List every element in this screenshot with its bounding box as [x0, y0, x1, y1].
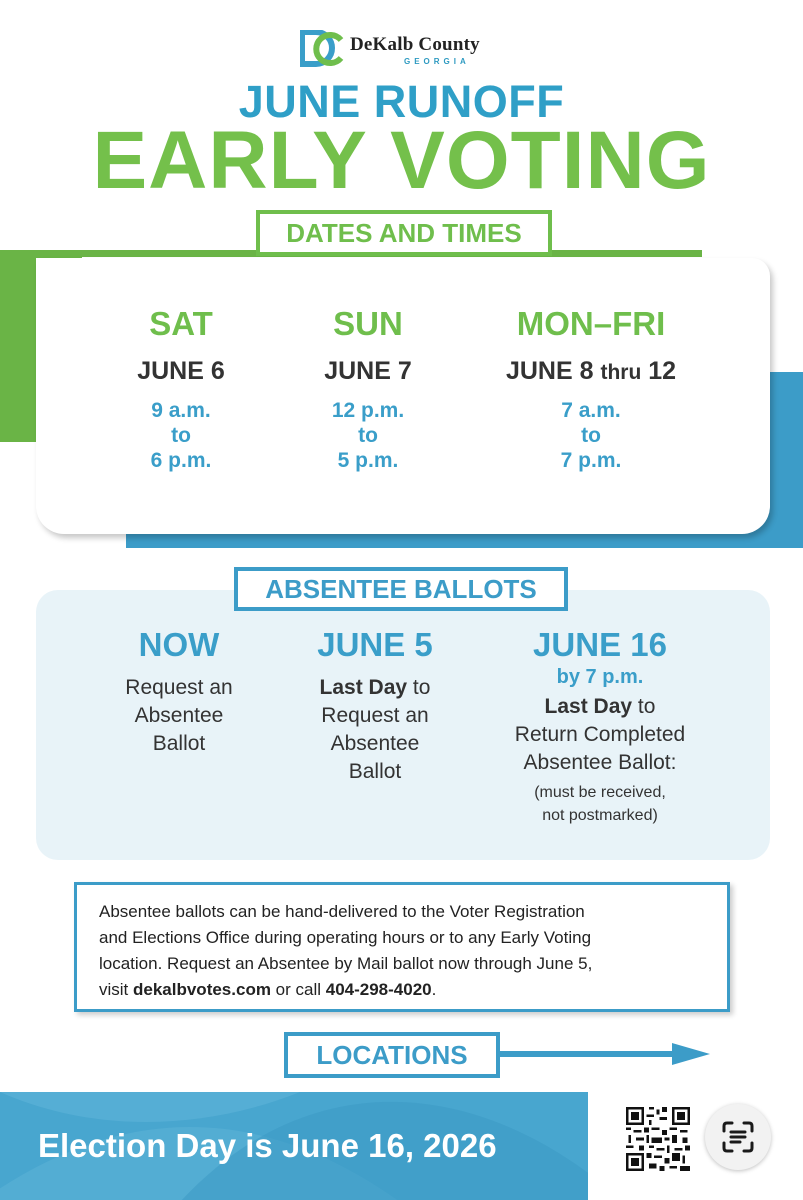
time-end: 6 p.m.: [150, 449, 212, 472]
text-line: Return Completed: [514, 723, 686, 746]
sun-column: [283, 305, 453, 473]
absentee-now-column: [98, 626, 260, 758]
to-label: to: [407, 676, 431, 699]
time-end: 7 p.m.: [560, 449, 622, 472]
absentee-ballots-heading: ABSENTEE BALLOTS: [234, 567, 568, 611]
text-scan-button[interactable]: [705, 1104, 771, 1170]
time-start: 12 p.m.: [331, 399, 405, 422]
info-line: location. Request an Absentee by Mail ballot now through June 5,: [99, 954, 593, 973]
absentee-now-text: [98, 674, 260, 758]
date-label: JUNE 7: [324, 357, 412, 385]
absentee-june16-deadline: by 7 p.m.: [556, 666, 644, 688]
time-range: [466, 398, 716, 473]
absentee-june5-head: JUNE 5: [317, 626, 433, 663]
time-to: to: [358, 424, 378, 447]
date-label: [466, 357, 716, 386]
info-text: visit: [99, 980, 133, 999]
date-thru: thru: [600, 361, 642, 384]
info-text: or call: [270, 980, 326, 999]
last-day-label: Last Day: [319, 676, 408, 699]
absentee-june5-column: [290, 626, 460, 786]
absentee-info-box: [74, 882, 730, 1012]
absentee-note: [480, 781, 720, 827]
dekalb-county-logo: [300, 30, 510, 70]
last-day-label: Last Day: [544, 695, 633, 718]
info-line: and Elections Office during operating hours or to any Early Voting: [99, 928, 592, 947]
absentee-june5-text: [290, 674, 460, 786]
absentee-june16-column: [480, 626, 720, 827]
absentee-june16-text: [480, 693, 720, 777]
logo-subtitle: GEORGIA: [404, 57, 470, 66]
election-day-text: Election Day is June 16, 2026: [38, 1127, 497, 1164]
text-line: [480, 693, 720, 721]
info-text: .: [431, 980, 437, 999]
text-line: Request an: [321, 704, 429, 727]
date-start: JUNE 8: [505, 357, 594, 385]
note-line: (must be received,: [534, 784, 666, 801]
website-link[interactable]: dekalbvotes.com: [133, 980, 271, 999]
date-end: 12: [648, 357, 677, 385]
dates-and-times-heading: DATES AND TIMES: [256, 210, 552, 256]
time-to: to: [581, 424, 601, 447]
text-line: Absentee: [330, 732, 420, 755]
time-end: 5 p.m.: [337, 449, 399, 472]
text-line: Ballot: [152, 732, 206, 755]
time-range: [283, 398, 453, 473]
info-line: [99, 977, 727, 1003]
title-june-runoff: JUNE RUNOFF: [238, 76, 565, 127]
title-early-voting: EARLY VOTING: [92, 115, 711, 206]
right-arrow-icon: [498, 1041, 710, 1067]
time-to: to: [171, 424, 191, 447]
phone-number[interactable]: 404-298-4020: [325, 980, 432, 999]
time-start: 9 a.m.: [151, 399, 211, 422]
sat-column: [96, 305, 266, 473]
text-line: Absentee Ballot:: [523, 751, 677, 774]
info-line: Absentee ballots can be hand-delivered to the Voter Registration: [99, 902, 585, 921]
note-line: not postmarked): [542, 807, 658, 824]
text-line: Request an: [125, 676, 233, 699]
dc-logo-mark-icon: [300, 30, 344, 68]
locations-heading: LOCATIONS: [284, 1032, 500, 1078]
time-start: 7 a.m.: [561, 399, 621, 422]
text-line: Absentee: [134, 704, 224, 727]
logo-name: DeKalb County: [350, 34, 480, 55]
text-scan-icon: [705, 1104, 771, 1170]
absentee-now-head: NOW: [138, 626, 220, 663]
to-label: to: [632, 695, 656, 718]
day-label: MON–FRI: [516, 305, 666, 342]
day-label: SAT: [149, 305, 213, 342]
mon-fri-column: [466, 305, 716, 473]
date-label: JUNE 6: [137, 357, 225, 385]
time-range: [96, 398, 266, 473]
decorative-blue-line: [126, 533, 803, 548]
text-line: [290, 674, 460, 702]
day-label: SUN: [333, 305, 403, 342]
text-line: Ballot: [348, 760, 402, 783]
absentee-june16-head: JUNE 16: [533, 626, 667, 663]
qr-code-icon[interactable]: [626, 1107, 690, 1171]
